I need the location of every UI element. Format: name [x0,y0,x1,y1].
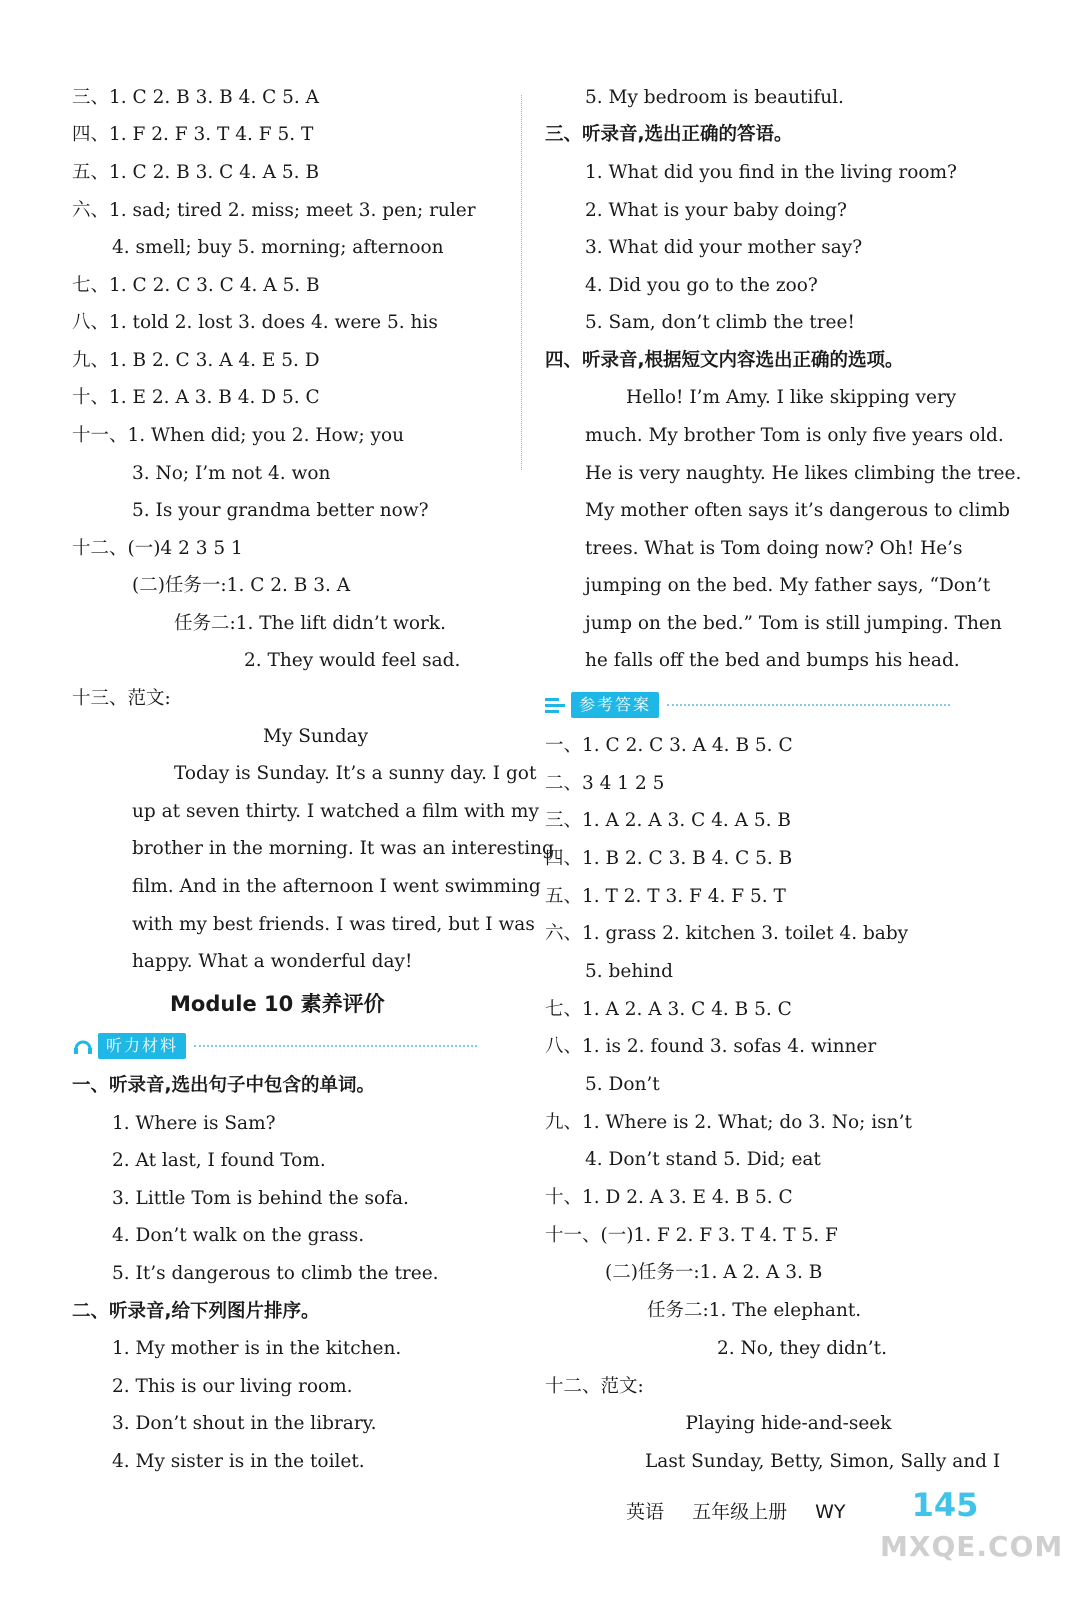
passage-line: jump on the bed.” Tom is still jumping. Then [585,613,1002,634]
answer-line: 七、1. C 2. C 3. C 4. A 5. B [72,275,320,296]
listen-line: 3. Don’t shout in the library. [112,1413,377,1434]
section-heading: 四、听录音,根据短文内容选出正确的选项。 [545,350,904,371]
answer-line: 5. behind [585,961,673,982]
answer-line: 5. Is your grandma better now? [132,500,429,521]
answer-line: 3. No; I’m not 4. won [132,463,331,484]
tag-label: 听力材料 [98,1033,186,1059]
listen-line: 1. My mother is in the kitchen. [112,1338,402,1359]
section-heading: 一、听录音,选出句子中包含的单词。 [72,1075,376,1096]
answer-line: 二、3 4 1 2 5 [545,773,665,794]
answer-line: 八、1. is 2. found 3. sofas 4. winner [545,1036,877,1057]
answer-line: (二)任务一:1. A 2. A 3. B [605,1262,823,1283]
listen-line: 4. Don’t walk on the grass. [112,1225,365,1246]
listen-line: 5. My bedroom is beautiful. [585,87,844,108]
listening-material-tag [72,1033,477,1059]
listen-line: 2. This is our living room. [112,1376,353,1397]
answer-line: 2. No, they didn’t. [717,1338,887,1359]
page-footer [626,1497,868,1524]
answer-line: 十三、范文: [72,688,171,709]
essay-line: Last Sunday, Betty, Simon, Sally and I [645,1451,1001,1472]
essay-line: film. And in the afternoon I went swimming [132,876,541,897]
essay-line: up at seven thirty. I watched a film with my [132,801,539,822]
passage-line: he falls off the bed and bumps his head. [585,650,960,671]
module-title: Module 10 素养评价 [170,992,385,1016]
answer-line: 六、1. grass 2. kitchen 3. toilet 4. baby [545,923,909,944]
passage-line: My mother often says it’s dangerous to climb [585,500,1010,521]
listen-line: 4. Did you go to the zoo? [585,275,818,296]
footer-grade: 五年级上册 [692,1501,788,1523]
column-divider [521,95,522,470]
answer-line: 五、1. C 2. B 3. C 4. A 5. B [72,162,320,183]
passage-line: trees. What is Tom doing now? Oh! He’s [585,538,963,559]
section-heading: 三、听录音,选出正确的答语。 [545,124,793,145]
answer-line: 十一、(一)1. F 2. F 3. T 4. T 5. F [545,1225,838,1246]
watermark-logo: MXQE.COM [880,1530,1064,1563]
answer-line: 一、1. C 2. C 3. A 4. B 5. C [545,735,793,756]
answer-line: 十、1. E 2. A 3. B 4. D 5. C [72,387,320,408]
listen-line: 4. My sister is in the toilet. [112,1451,365,1472]
listen-line: 5. It’s dangerous to climb the tree. [112,1263,439,1284]
passage-line: He is very naughty. He likes climbing the tree. [585,463,1022,484]
answer-line: 四、1. F 2. F 3. T 4. F 5. T [72,124,314,145]
essay-line: with my best friends. I was tired, but I was [132,914,535,935]
answer-line: 九、1. Where is 2. What; do 3. No; isn’t [545,1112,912,1133]
answer-line: 任务二:1. The elephant. [647,1300,862,1321]
answer-line: 三、1. A 2. A 3. C 4. A 5. B [545,810,792,831]
answer-marker-icon [545,694,567,716]
tag-label: 参考答案 [571,692,659,718]
reference-answer-tag [545,692,950,718]
essay-line: brother in the morning. It was an interesting [132,838,554,859]
essay-title: Playing hide-and-seek [685,1413,892,1434]
listen-line: 1. Where is Sam? [112,1113,276,1134]
answer-line: 2. They would feel sad. [244,650,461,671]
listen-line: 2. What is your baby doing? [585,200,847,221]
answer-line: 八、1. told 2. lost 3. does 4. were 5. his [72,312,438,333]
dotted-rule [194,1045,477,1047]
passage-line: much. My brother Tom is only five years old. [585,425,1004,446]
answer-line: (二)任务一:1. C 2. B 3. A [132,575,351,596]
answer-line: 六、1. sad; tired 2. miss; meet 3. pen; ruler [72,200,476,221]
answer-line: 七、1. A 2. A 3. C 4. B 5. C [545,999,792,1020]
essay-line: Today is Sunday. It’s a sunny day. I got [174,763,537,784]
listen-line: 3. Little Tom is behind the sofa. [112,1188,409,1209]
essay-title: My Sunday [262,726,369,747]
answer-line: 十一、1. When did; you 2. How; you [72,425,405,446]
answer-line: 5. Don’t [585,1074,660,1095]
answer-line: 任务二:1. The lift didn’t work. [174,613,446,634]
footer-subject: 英语 [626,1501,665,1523]
listen-line: 3. What did your mother say? [585,237,863,258]
listen-line: 1. What did you find in the living room? [585,162,957,183]
answer-line: 四、1. B 2. C 3. B 4. C 5. B [545,848,793,869]
answer-line: 十二、(一)4 2 3 5 1 [72,538,243,559]
passage-line: jumping on the bed. My father says, “Don’t [585,575,991,596]
page-number: 145 [911,1486,979,1524]
answer-line: 九、1. B 2. C 3. A 4. E 5. D [72,350,320,371]
answer-line: 三、1. C 2. B 3. B 4. C 5. A [72,87,320,108]
essay-line: happy. What a wonderful day! [132,951,413,972]
dotted-rule [667,704,950,706]
answer-line: 4. Don’t stand 5. Did; eat [585,1149,821,1170]
listen-line: 5. Sam, don’t climb the tree! [585,312,855,333]
passage-line: Hello! I’m Amy. I like skipping very [626,387,957,408]
section-heading: 二、听录音,给下列图片排序。 [72,1301,320,1322]
answer-line: 五、1. T 2. T 3. F 4. F 5. T [545,886,786,907]
answer-line: 十二、范文: [545,1376,644,1397]
listen-line: 2. At last, I found Tom. [112,1150,326,1171]
answer-line: 十、1. D 2. A 3. E 4. B 5. C [545,1187,793,1208]
footer-edition: WY [815,1501,846,1523]
headphones-icon [72,1035,94,1057]
answer-line: 4. smell; buy 5. morning; afternoon [112,237,444,258]
